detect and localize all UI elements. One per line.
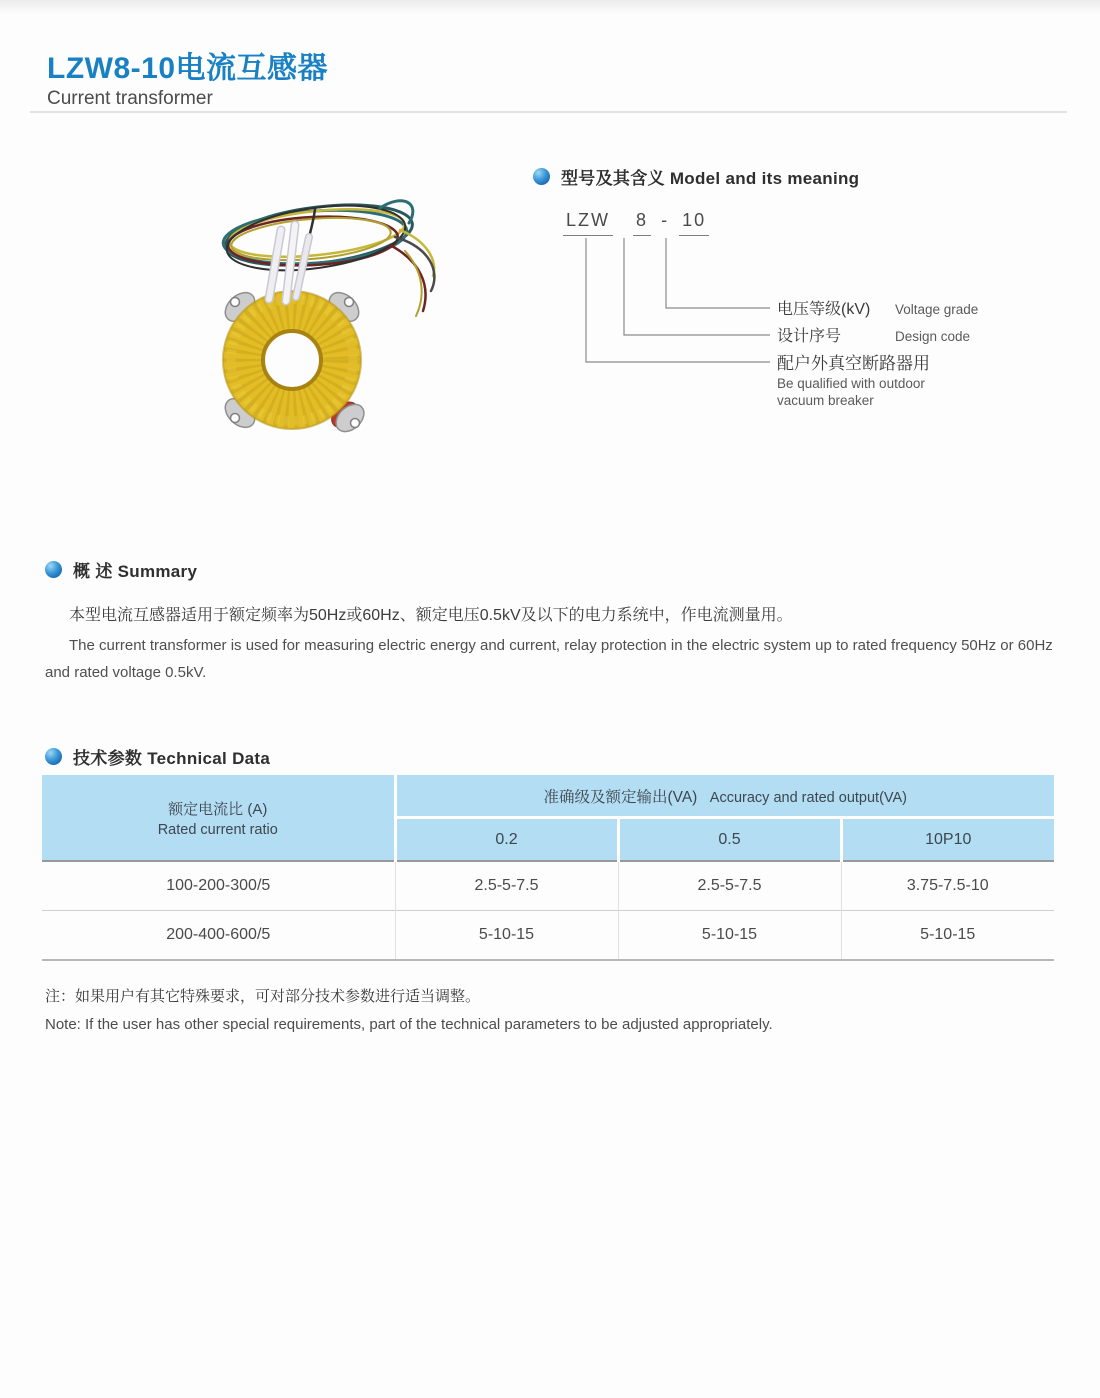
cell-acc05: 2.5-5-7.5	[618, 861, 841, 911]
table-header-accuracy-en: Accuracy and rated output(VA)	[709, 789, 907, 806]
title-block	[47, 52, 328, 110]
annotation-design-code-zh: 设计序号	[777, 328, 842, 345]
table-row	[42, 861, 1054, 911]
cell-acc10p10: 5-10-15	[841, 911, 1054, 961]
model-code-diagram	[563, 210, 1075, 425]
cell-acc02: 5-10-15	[395, 911, 618, 961]
table-subheader-0-2: 0.2	[395, 818, 618, 862]
annotation-voltage-grade-zh: 电压等级(kV)	[777, 301, 871, 318]
section-bullet-icon	[45, 561, 62, 578]
annotation-design-code-en: Design code	[895, 329, 971, 344]
summary-text-en: The current transformer is used for measuring electric energy and current, relay protection in the electric system up to rated frequency 50Hz or 60Hz and rated voltage 0.5kV.	[45, 637, 1053, 681]
section-bullet-icon	[45, 748, 62, 765]
table-header-ratio-zh: 额定电流比 (A)	[168, 800, 268, 818]
technical-data-table	[42, 775, 1054, 961]
model-code-design: 8	[633, 210, 651, 236]
table-header-ratio-en: Rated current ratio	[157, 821, 278, 838]
section-bullet-icon	[533, 168, 550, 185]
summary-text-zh: 本型电流互感器适用于额定频率为50Hz或60Hz、额定电压0.5kV及以下的电力系统中，作电流测量用。	[69, 607, 793, 624]
table-subheader-10p10: 10P10	[841, 818, 1054, 862]
model-section-title: 型号及其含义 Model and its meaning	[561, 169, 860, 188]
technical-section-title: 技术参数 Technical Data	[73, 749, 271, 768]
page-title: LZW8-10电流互感器	[47, 52, 329, 85]
table-header-accuracy-zh: 准确级及额定输出(VA)	[543, 788, 698, 806]
table-header-accuracy-group	[395, 775, 1054, 818]
note-text-en: Note: If the user has other special requirements, part of the technical parameters to be adjusted appropriately.	[45, 1016, 773, 1033]
table-subheader-0-5: 0.5	[618, 818, 841, 862]
annotation-usage-zh: 配户外真空断路器用	[777, 354, 930, 373]
table-header-rated-current-ratio	[42, 775, 395, 861]
annotation-design-code	[777, 323, 970, 346]
toroid-core-icon	[223, 291, 361, 429]
model-section-heading	[533, 164, 859, 189]
technical-section-heading	[45, 744, 270, 769]
cell-acc05: 5-10-15	[618, 911, 841, 961]
annotation-usage-en	[777, 375, 925, 409]
table-row	[42, 911, 1054, 961]
note-block	[45, 986, 773, 1035]
cell-acc02: 2.5-5-7.5	[395, 861, 618, 911]
annotation-usage-en-line1: Be qualified with outdoor	[777, 376, 925, 391]
annotation-usage-en-line2: vacuum breaker	[777, 393, 874, 408]
summary-section-heading	[45, 557, 197, 582]
note-text-zh: 注：如果用户有其它特殊要求，可对部分技术参数进行适当调整。	[45, 988, 481, 1005]
lead-sleeves-icon	[269, 225, 309, 301]
cell-ratio: 100-200-300/5	[42, 861, 395, 911]
summary-section-title: 概 述 Summary	[73, 562, 198, 581]
page-top-shade	[0, 0, 1100, 13]
model-code-dash: -	[661, 210, 670, 230]
model-code-series: LZW	[563, 210, 613, 236]
product-photo	[195, 175, 475, 445]
annotation-voltage-grade	[777, 296, 978, 319]
page-subtitle: Current transformer	[47, 88, 213, 109]
cell-ratio: 200-400-600/5	[42, 911, 395, 961]
model-code-voltage: 10	[679, 210, 709, 236]
annotation-voltage-grade-en: Voltage grade	[895, 302, 979, 317]
cell-acc10p10: 3.75-7.5-10	[841, 861, 1054, 911]
title-divider	[30, 111, 1067, 113]
